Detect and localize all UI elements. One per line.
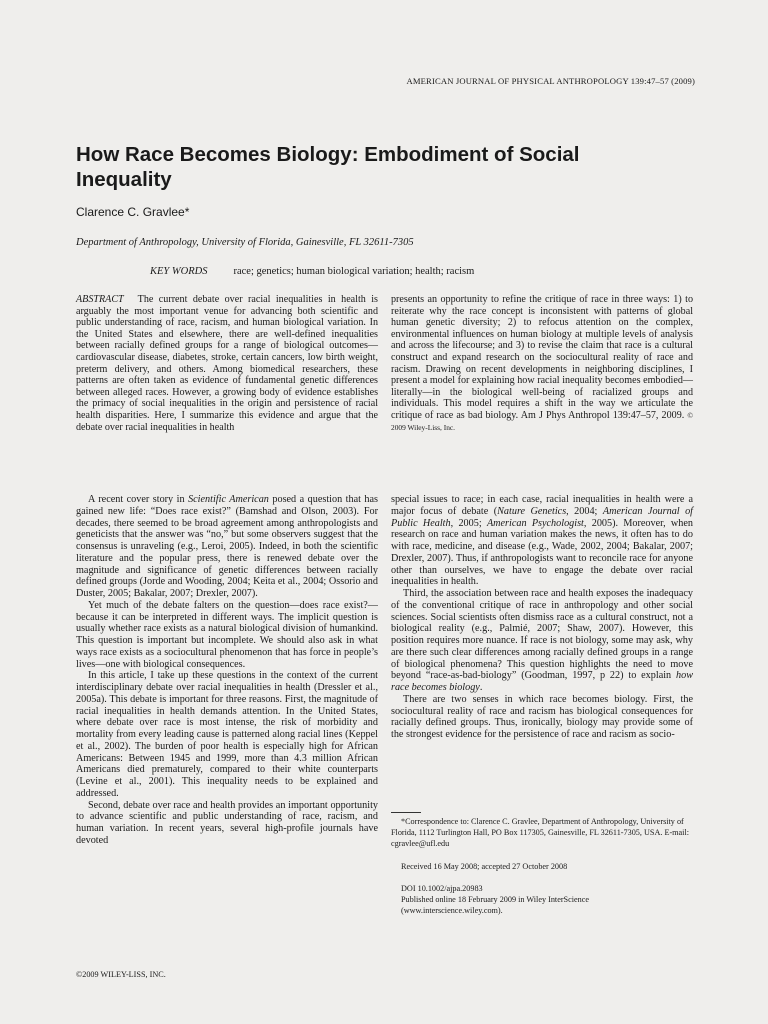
keywords-list: race; genetics; human biological variation; health; racism bbox=[233, 266, 475, 277]
author: Clarence C. Gravlee* bbox=[76, 205, 190, 219]
body-paragraph: There are two senses in which race becomes biology. First, the sociocultural reality of race and racism has biological consequences for racially defined groups. Thus, ironically, biology may provide some of the strongest evidence for the persistence of race and racism as socio- bbox=[391, 693, 693, 740]
footnote-rule bbox=[391, 812, 421, 813]
abstract-left-text: The current debate over racial inequalities in health is arguably the most important venue for advancing both scientific and public understanding of race, racism, and human biological variation. In the United States and elsewhere, there are well-defined inequalities between racially defined groups for a range of biological outcomes—cardiovascular disease, diabetes, stroke, certain cancers, low birth weight, preterm delivery, and others. Among biomedical researchers, these patterns are often taken as evidence of fundamental genetic differences between alleged races. However, a growing body of evidence establishes the primacy of social inequalities in the origin and persistence of racial health disparities. Here, I summarize this evidence and argue that the debate over racial inequalities in health bbox=[76, 294, 378, 433]
body-paragraph: special issues to race; in each case, racial inequalities in health were a major focus of debate (Nature Genetics, 2004; American Journal of Public Health, 2005; American Psychologist, 2005). Moreover, when research on race and human variation makes the news, it often has to do with race, medicine, and disease (e.g., Wade, 2002, 2004; Bakalar, 2007; Drexler, 2007). Thus, if anthropologists want to reconcile race for anyone other than ourselves, we have to engage the debate over racial inequalities in health. bbox=[391, 494, 694, 588]
doi-note: DOI 10.1002/ajpa.20983 bbox=[401, 883, 483, 893]
body-paragraph: Yet much of the debate falters on the question—does race exist?—because it can be interpreted in different ways. The implicit question is usually whether race exists as a natural biological division of humankind. This question is important but incomplete. We should also ask in what ways race exists as a sociocultural phenomenon that has force in people’s lives—one with biological consequences. bbox=[76, 599, 378, 670]
journal-name: Scientific American bbox=[188, 494, 269, 505]
abstract-left-column bbox=[76, 294, 378, 433]
keywords-line bbox=[150, 266, 474, 277]
abstract-label: ABSTRACT bbox=[76, 294, 124, 305]
abstract-copyright: © 2009 Wiley-Liss, Inc. bbox=[391, 410, 693, 432]
body-right-column bbox=[391, 494, 693, 741]
running-head: AMERICAN JOURNAL OF PHYSICAL ANTHROPOLOGY 139:47–57 (2009) bbox=[406, 76, 695, 86]
page-copyright: ©2009 WILEY-LISS, INC. bbox=[76, 970, 166, 979]
body-left-column bbox=[76, 494, 378, 847]
body-paragraph: A recent cover story in Scientific American posed a question that has gained new life: “Does race exist?” (Bamshad and Olson, 2003). For decades, there seemed to be broad agreement among anthropologists and geneticists that the answer was “no,” but some observers suggest that the consensus is unraveling (e.g., Leroi, 2005). Indeed, in both the scientific literature and the popular press, there is renewed debate over the magnitude and significance of genetic differences between racially defined groups (Jorde and Wooding, 2004; Keita et al., 2004; Ossorio and Duster, 2005; Bakalar, 2007; Drexler, 2007). bbox=[76, 494, 379, 599]
abstract-right-column bbox=[391, 294, 693, 433]
published-note: Published online 18 February 2009 in Wiley InterScience (www.interscience.wiley.com). bbox=[401, 895, 590, 916]
keywords-label: KEY WORDS bbox=[150, 266, 208, 277]
body-paragraph: Third, the association between race and health exposes the inadequacy of the conventional critique of race in anthropology and other social sciences. Social scientists often dismiss race as a cultural construct, not a biological reality (e.g., Palmié, 2007; Shaw, 2007). However, this position requires more nuance. If race is not biology, some may ask, why are there such clear differences among racially defined groups in a range of biological phenomena? This question highlights the need to move beyond “race-as-bad-biology” (Goodman, 1997, p 22) to explain how race becomes biology. bbox=[391, 588, 693, 693]
article-title: How Race Becomes Biology: Embodiment of Social Inequality bbox=[76, 143, 580, 191]
body-paragraph: Second, debate over race and health provides an important opportunity to advance scientific and public understanding of race, racism, and human variation. In recent years, several high-profile journals have devoted bbox=[76, 799, 378, 846]
received-note: Received 16 May 2008; accepted 27 October 2008 bbox=[401, 861, 568, 871]
affiliation: Department of Anthropology, University of Florida, Gainesville, FL 32611-7305 bbox=[76, 237, 414, 248]
body-paragraph: In this article, I take up these questions in the context of the current interdisciplinary debate over racial inequalities in health (Dressler et al., 2005a). This debate is important for three reasons. First, the magnitude of racial inequalities in health demands attention. In the United States, where debate over race is most intense, the risk of morbidity and mortality from every leading cause is patterned along racial lines (Keppel et al., 2002). The burden of poor health is especially high for African Americans: Between 1945 and 1999, more than 4.3 million African Americans died prematurely, compared to their white counterparts (Levine et al., 2001). This inequality needs to be explained and addressed. bbox=[76, 670, 378, 799]
correspondence-note: *Correspondence to: Clarence C. Gravlee, Department of Anthropology, University of Florida, 1112 Turlington Hall, PO Box 117305, Gainesville, FL 32611-7305, USA. E-mail: cgravlee@ufl.edu bbox=[391, 817, 690, 849]
abstract-right-text: presents an opportunity to refine the critique of race in three ways: 1) to reiterate why the race concept is inconsistent with patterns of global human genetic diversity; 2) to refocus attention on the complex, environmental influences on human biology at multiple levels of analysis and across the lifecourse; and 3) to revise the claim that race is a cultural construct and expand research on the sociocultural reality of race and racism. Drawing on recent developments in neighboring disciplines, I present a model for explaining how racial inequality becomes embodied—literally—in the biological well-being of racialized groups and individuals. This model requires a shift in the way we articulate the critique of race as bad biology. Am J Phys Anthropol 139:47–57, 2009. bbox=[391, 294, 693, 421]
footnotes bbox=[391, 816, 691, 916]
